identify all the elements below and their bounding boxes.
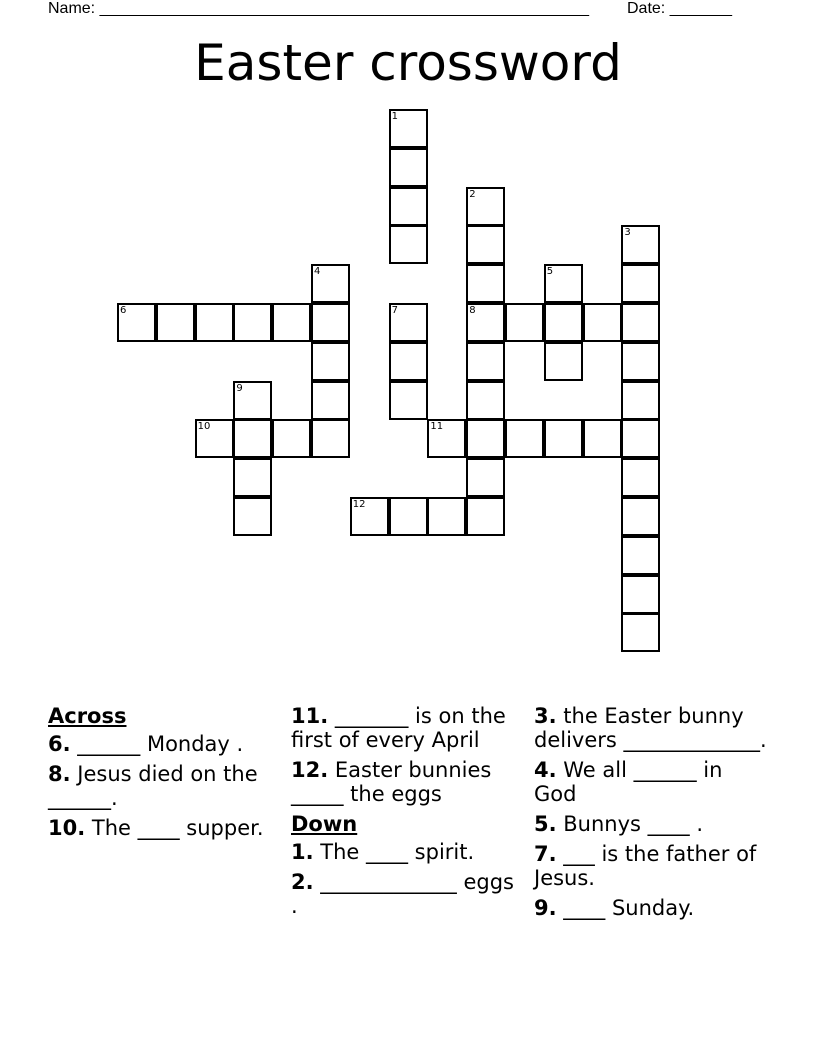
clue-item — [534, 896, 769, 920]
crossword-cell[interactable] — [621, 575, 660, 614]
clue-text: We all ______ in God — [534, 758, 723, 806]
crossword-cell[interactable] — [621, 613, 660, 652]
crossword-cell[interactable] — [427, 497, 466, 536]
crossword-cell[interactable] — [621, 419, 660, 458]
clue-column-1 — [48, 704, 283, 846]
clue-number-label: 6. — [48, 732, 71, 756]
crossword-cell[interactable] — [389, 381, 428, 420]
crossword-cell[interactable] — [466, 458, 505, 497]
clue-number: 11 — [430, 421, 444, 433]
clue-number-label: 10. — [48, 816, 86, 840]
down-heading: Down — [291, 812, 358, 836]
crossword-cell[interactable] — [311, 381, 350, 420]
crossword-cell[interactable] — [621, 497, 660, 536]
clue-number: 9 — [236, 382, 243, 394]
crossword-cell[interactable] — [389, 303, 428, 342]
clue-number-label: 2. — [291, 870, 314, 894]
clue-item — [534, 704, 769, 752]
clue-number-label: 1. — [291, 840, 314, 864]
clue-text: ___ is the father of Jesus. — [534, 842, 757, 890]
crossword-cell[interactable] — [621, 264, 660, 303]
clue-number: 3 — [624, 227, 631, 239]
clue-number-label: 12. — [291, 758, 329, 782]
crossword-cell[interactable] — [621, 225, 660, 264]
crossword-cell[interactable] — [466, 381, 505, 420]
crossword-cell[interactable] — [233, 458, 272, 497]
crossword-cell[interactable] — [621, 303, 660, 342]
crossword-cell[interactable] — [544, 342, 583, 381]
crossword-cell[interactable] — [583, 303, 622, 342]
crossword-cell[interactable] — [505, 303, 544, 342]
clue-item — [48, 816, 283, 840]
crossword-cell[interactable] — [466, 225, 505, 264]
clue-number-label: 11. — [291, 704, 329, 728]
clue-item — [291, 870, 526, 918]
clue-number: 12 — [352, 499, 366, 510]
crossword-cell[interactable] — [544, 264, 583, 303]
clue-item — [48, 762, 283, 810]
clue-number-label: 8. — [48, 762, 71, 786]
crossword-cell[interactable] — [156, 303, 195, 342]
crossword-cell[interactable] — [233, 419, 272, 458]
crossword-cell[interactable] — [311, 419, 350, 458]
clue-number-label: 5. — [534, 812, 557, 836]
crossword-cell[interactable] — [466, 303, 505, 342]
clue-item — [291, 840, 526, 864]
crossword-cell[interactable] — [621, 381, 660, 420]
clue-item — [534, 842, 769, 890]
date-field[interactable]: Date: _______ — [627, 0, 732, 17]
clue-item — [534, 758, 769, 806]
clue-item — [291, 758, 526, 806]
name-field[interactable]: Name: _______________________________________________________ — [48, 0, 589, 17]
crossword-cell[interactable] — [466, 342, 505, 381]
crossword-cell[interactable] — [389, 342, 428, 381]
crossword-cell[interactable] — [195, 303, 234, 342]
crossword-cell[interactable] — [466, 419, 505, 458]
clue-number: 10 — [197, 421, 211, 433]
crossword-cell[interactable] — [350, 497, 389, 536]
clue-text: _____________ eggs . — [291, 870, 514, 918]
clue-number: 5 — [546, 266, 554, 278]
clue-text: Easter bunnies _____ the eggs — [291, 758, 492, 806]
clue-text: ______ Monday . — [70, 732, 244, 756]
crossword-cell[interactable] — [117, 303, 156, 342]
clue-number-label: 7. — [534, 842, 557, 866]
clue-text: the Easter bunny delivers _____________. — [534, 704, 767, 752]
clue-number: 4 — [314, 266, 321, 278]
crossword-cell[interactable] — [466, 497, 505, 536]
clue-item — [534, 812, 769, 836]
crossword-cell[interactable] — [544, 303, 583, 342]
crossword-cell[interactable] — [389, 148, 428, 187]
crossword-cell[interactable] — [233, 381, 272, 420]
crossword-cell[interactable] — [272, 303, 311, 342]
crossword-cell[interactable] — [583, 419, 622, 458]
crossword-cell[interactable] — [544, 419, 583, 458]
clue-item — [291, 704, 526, 752]
crossword-cell[interactable] — [195, 419, 234, 458]
crossword-cell[interactable] — [621, 458, 660, 497]
across-heading: Across — [48, 704, 127, 728]
clue-number: 7 — [391, 305, 398, 316]
page-title: Easter crossword — [194, 34, 622, 92]
crossword-cell[interactable] — [389, 497, 428, 536]
crossword-cell[interactable] — [272, 419, 311, 458]
crossword-cell[interactable] — [466, 264, 505, 303]
crossword-cell[interactable] — [311, 342, 350, 381]
crossword-cell[interactable] — [505, 419, 544, 458]
clue-number-label: 9. — [534, 896, 557, 920]
clue-number: 1 — [391, 111, 398, 122]
clue-column-2 — [291, 704, 526, 924]
crossword-cell[interactable] — [389, 225, 428, 264]
clue-text: ____ Sunday. — [556, 896, 695, 920]
crossword-cell[interactable] — [233, 497, 272, 536]
crossword-cell[interactable] — [466, 187, 505, 226]
crossword-cell[interactable] — [389, 187, 428, 226]
clue-text: The ____ spirit. — [313, 840, 475, 864]
clue-column-3 — [534, 704, 769, 926]
clue-text: Bunnys ____ . — [556, 812, 703, 836]
crossword-cell[interactable] — [311, 303, 350, 342]
clue-number: 2 — [469, 188, 476, 200]
clue-number: 6 — [120, 305, 127, 316]
clue-text: The ____ supper. — [85, 816, 264, 840]
clue-text: _______ is on the first of every April — [291, 704, 506, 752]
clue-number-label: 4. — [534, 758, 557, 782]
clue-text: Jesus died on the ______. — [48, 762, 258, 810]
crossword-cell[interactable] — [621, 536, 660, 575]
clue-number-label: 3. — [534, 704, 557, 728]
crossword-cell[interactable] — [389, 109, 428, 148]
clue-item — [48, 732, 283, 756]
crossword-cell[interactable] — [621, 342, 660, 381]
crossword-cell[interactable] — [427, 419, 466, 458]
crossword-cell[interactable] — [233, 303, 272, 342]
clue-number: 8 — [469, 305, 476, 316]
crossword-cell[interactable] — [311, 264, 350, 303]
